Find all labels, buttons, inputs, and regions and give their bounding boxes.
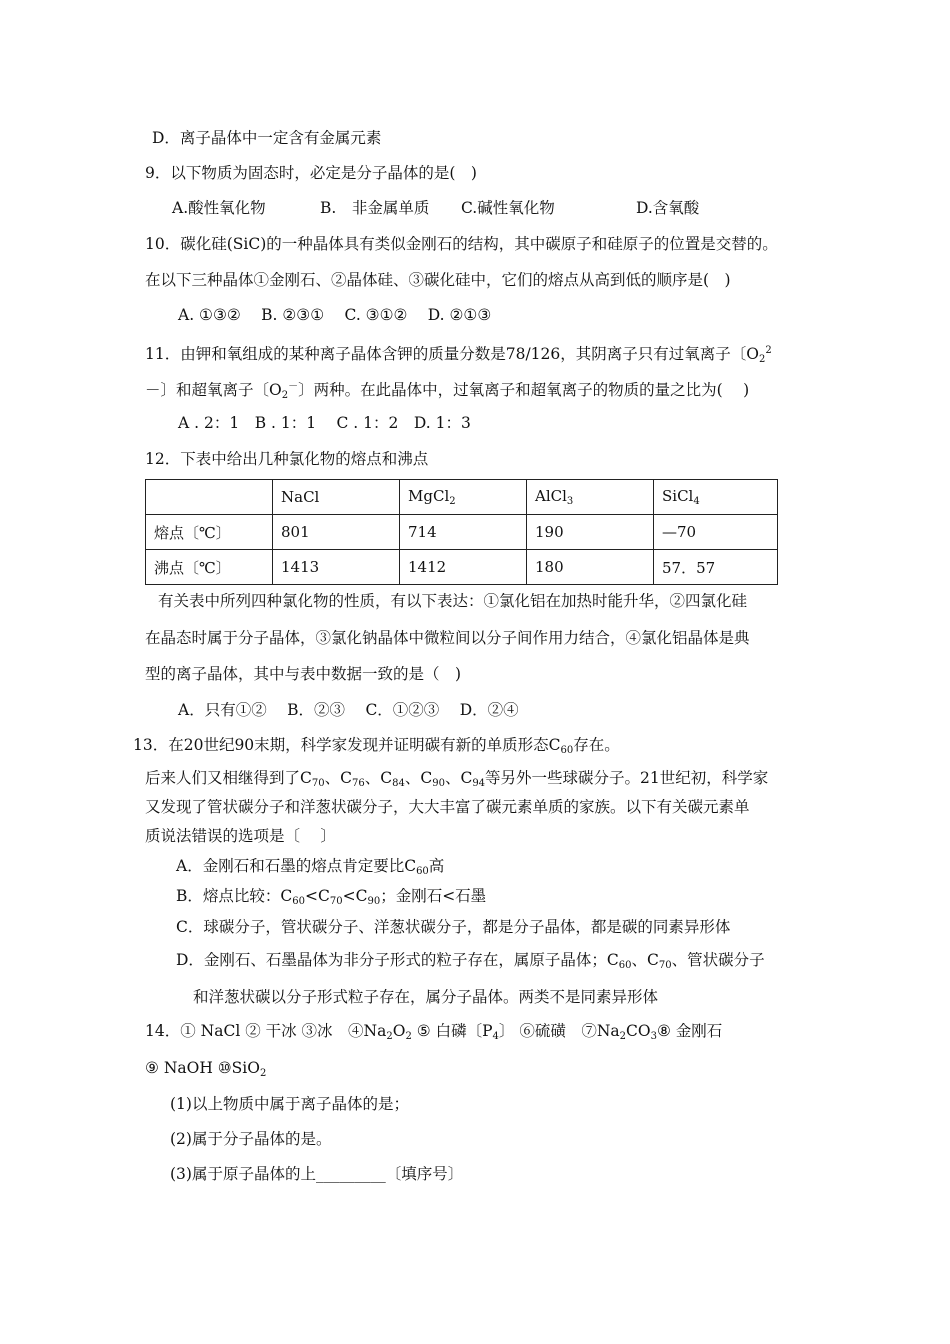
q13-option-a: A．金刚石和石墨的熔点肯定要比$C_{60}$高 (176, 857, 445, 877)
table-cell: 沸点〔℃〕 (146, 550, 273, 585)
q13-stem-line1: 13．在20世纪90末期，科学家发现并证明碳有新的单质形态$C_{60}$存在。 (133, 736, 620, 756)
q10-options: A. ①③② B. ②③① C. ③①② D. ②①③ (178, 306, 492, 324)
q13-option-d-line2: 和洋葱状碳以分子形式粒子存在，属分子晶体。两类不是同素异形体 (193, 988, 659, 1006)
table-header-cell: AlCl$_3$ (527, 480, 654, 515)
q11-stem-line1: 11．由钾和氧组成的某种离子晶体含钾的质量分数是78/126，其阴离子只有过氧离子〔$O_2^2$ (145, 345, 772, 365)
q11-stem-line2: －〕和超氧离子〔$O_2^-$〕两种。在此晶体中，过氧离子和超氧离子的物质的量之比为( ) (145, 381, 750, 401)
table-cell: 57．57 (654, 550, 778, 585)
table-header-cell: SiCl$_4$ (654, 480, 778, 515)
chloride-table (145, 479, 778, 585)
q12-text-line3: 型的离子晶体，其中与表中数据一致的是（ ) (145, 665, 462, 683)
table-cell: 180 (527, 550, 654, 585)
table-cell: 1413 (273, 550, 400, 585)
table-cell: 1412 (400, 550, 527, 585)
q9-stem: 9．以下物质为固态时，必定是分子晶体的是( ) (145, 164, 477, 182)
q11-options: A . 2：1 B . 1：1 C . 1：2 D. 1：3 (178, 414, 471, 432)
q13-stem-line3: 又发现了管状碳分子和洋葱状碳分子，大大丰富了碳元素单质的家族。以下有关碳元素单 (145, 798, 750, 816)
q14-part3: (3)属于原子晶体的上_________〔填序号〕 (170, 1165, 464, 1183)
table-cell: 801 (273, 515, 400, 550)
q12-stem: 12．下表中给出几种氯化物的熔点和沸点 (145, 450, 429, 468)
q9-option-b: B. 非金属单质 (320, 199, 430, 217)
q12-options: A．只有①② B．②③ C．①②③ D．②④ (178, 701, 519, 719)
table-header-row (146, 480, 778, 515)
q8-option-d: D．离子晶体中一定含有金属元素 (152, 129, 382, 147)
q13-stem-line2: 后来人们又相继得到了$C_{70}$、$C_{76}$、$C_{84}$、$C_{90}$、$C_{94}$等另外一些球碳分子。21世纪初，科学家 (145, 769, 769, 789)
table-header-cell: NaCl (273, 480, 400, 515)
q13-stem-line4: 质说法错误的选项是〔 〕 (145, 827, 336, 845)
q14-line1: 14．① NaCl ② 干冰 ③冰 $④Na_2O_2$ ⑤ 白磷〔$P_4$〕 ⑥硫磺 $⑦Na_2CO_3⑧$ 金刚石 (145, 1022, 723, 1042)
table-cell: 190 (527, 515, 654, 550)
q14-line2: ⑨ NaOH ⑩SiO$_2$ (145, 1059, 267, 1079)
q12-text-line2: 在晶态时属于分子晶体，③氯化钠晶体中微粒间以分子间作用力结合，④氯化铝晶体是典 (145, 629, 750, 647)
q10-stem-line1: 10．碳化硅(SiC)的一种晶体具有类似金刚石的结构，其中碳原子和硅原子的位置是交替的。 (145, 235, 778, 253)
q12-text-line1: 有关表中所列四种氯化物的性质，有以下表达：①氯化铝在加热时能升华，②四氯化硅 (158, 592, 748, 610)
table-header-cell: MgCl$_2$ (400, 480, 527, 515)
table-cell: 熔点〔℃〕 (146, 515, 273, 550)
q14-part2: (2)属于分子晶体的是。 (170, 1130, 332, 1148)
q13-option-d-line1: D．金刚石、石墨晶体为非分子形式的粒子存在，属原子晶体；$C_{60}$、$C_{70}$、管状碳分子 (176, 951, 765, 971)
q13-option-c: C．球碳分子，管状碳分子、洋葱状碳分子，都是分子晶体，都是碳的同素异形体 (176, 918, 731, 936)
q9-option-d: D.含氧酸 (636, 199, 700, 217)
q9-option-c: C.碱性氧化物 (461, 199, 555, 217)
table-cell: —70 (654, 515, 778, 550)
q14-part1: (1)以上物质中属于离子晶体的是； (170, 1095, 409, 1113)
table-row (146, 550, 778, 585)
q9-option-a: A.酸性氧化物 (172, 199, 266, 217)
q13-option-b: B．熔点比较：$C_{60}<C_{70}<C_{90}$；金刚石<石墨 (176, 887, 487, 907)
table-row (146, 515, 778, 550)
q10-stem-line2: 在以下三种晶体①金刚石、②晶体硅、③碳化硅中，它们的熔点从高到低的顺序是( ) (145, 271, 731, 289)
table-cell: 714 (400, 515, 527, 550)
table-header-cell (146, 480, 273, 515)
